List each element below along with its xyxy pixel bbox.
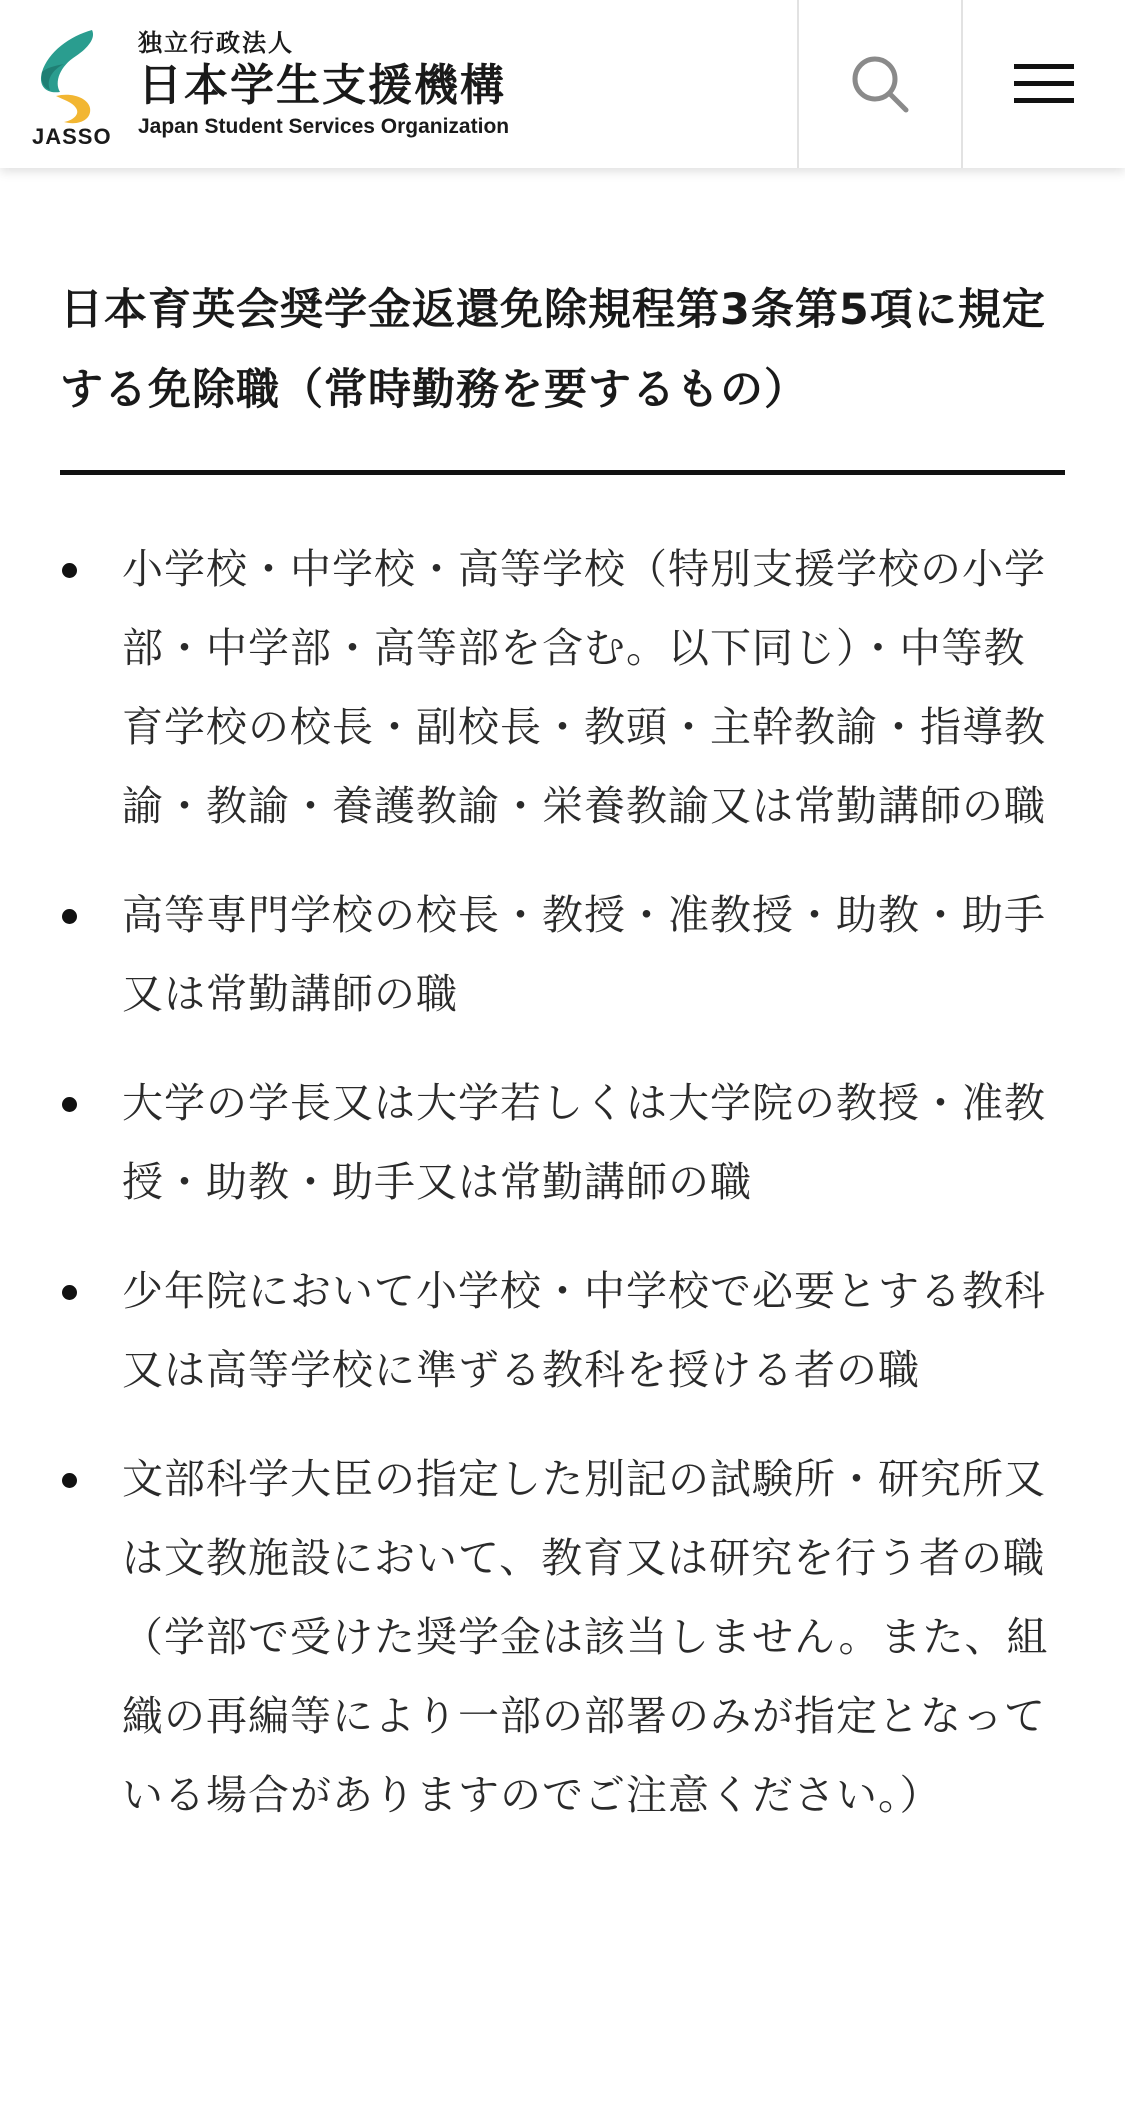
list-item-text: 少年院において小学校・中学校で必要とする教科又は高等学校に準ずる教科を授ける者の職 (122, 1267, 1046, 1394)
jasso-logo-icon (30, 14, 110, 154)
logo-subtitle: 独立行政法人 (138, 29, 294, 57)
list-item-text: 文部科学大臣の指定した別記の試験所・研究所又は文教施設において、教育又は研究を行う者の職（学部で受けた奨学金は該当しません。また、組織の再編等により一部の部署のみが指定となっている場合がありますのでご注意ください。） (122, 1455, 1049, 1819)
logo-english-name: Japan Student Services Organization (138, 115, 510, 138)
bullet-icon (62, 563, 77, 578)
bullet-icon (62, 909, 77, 924)
list-item-text: 高等専門学校の校長・教授・准教授・助教・助手又は常勤講師の職 (122, 891, 1046, 1018)
logo-mark-text: JASSO (32, 124, 112, 149)
page-title: 日本育英会奨学金返還免除規程第3条第5項に規定する免除職（常時勤務を要するもの） (60, 168, 1065, 475)
exemption-job-list (60, 475, 1065, 1835)
bullet-icon (62, 1473, 77, 1488)
site-logo-link[interactable] (0, 0, 797, 168)
logo-main-title: 日本学生支援機構 (138, 60, 506, 111)
main-content (60, 168, 1065, 1865)
site-header (0, 0, 1125, 168)
list-item (60, 1064, 1065, 1222)
search-button[interactable] (797, 0, 961, 168)
list-item (60, 876, 1065, 1034)
list-item-text: 大学の学長又は大学若しくは大学院の教授・准教授・助教・助手又は常勤講師の職 (122, 1079, 1046, 1206)
logo-text-block (138, 28, 509, 140)
list-item-text: 小学校・中学校・高等学校（特別支援学校の小学部・中学部・高等部を含む。以下同じ）・中等教育学校の校長・副校長・教頭・主幹教諭・指導教諭・教諭・養護教諭・栄養教諭又は常勤講師の職 (122, 545, 1046, 830)
leaf-mark-icon (30, 28, 110, 128)
bullet-icon (62, 1285, 77, 1300)
menu-button[interactable] (961, 0, 1125, 168)
hamburger-menu-icon (1012, 60, 1076, 108)
list-item (60, 1440, 1065, 1835)
search-icon (848, 52, 912, 116)
list-item (60, 530, 1065, 846)
bullet-icon (62, 1097, 77, 1112)
list-item (60, 1252, 1065, 1410)
